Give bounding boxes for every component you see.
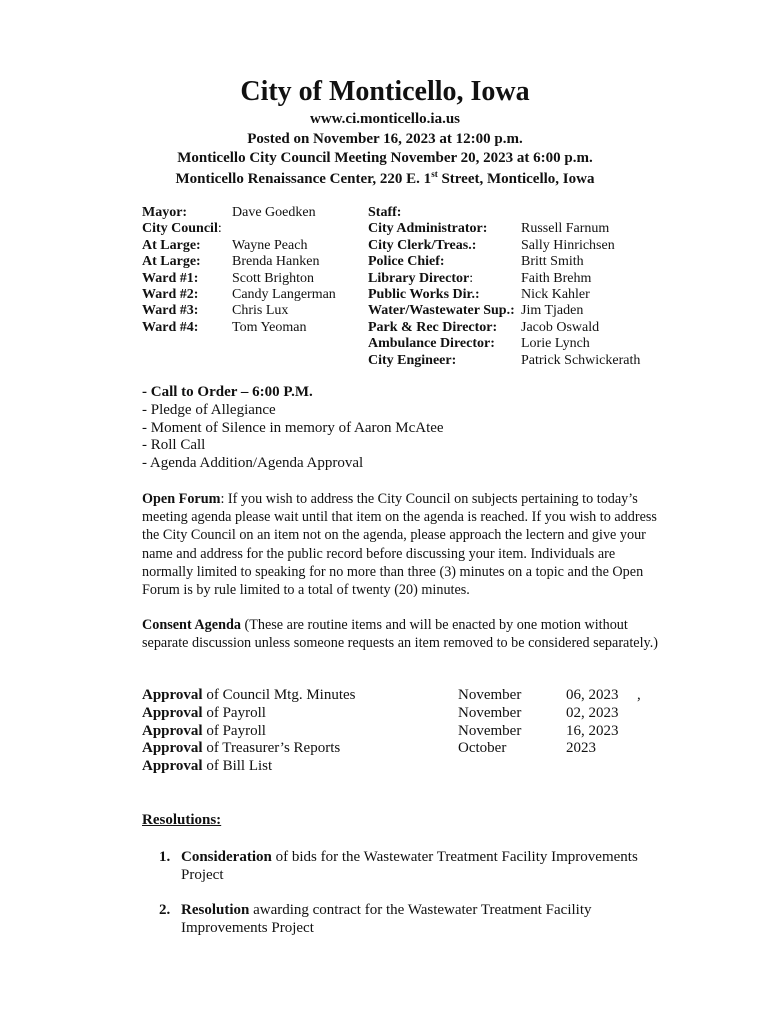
staff-name: Patrick Schwickerath — [521, 352, 641, 368]
member-role: Ward #1: — [142, 270, 199, 286]
staff-name: Jim Tjaden — [521, 303, 584, 319]
member-name: Wayne Peach — [232, 237, 308, 253]
staff-name: Faith Brehm — [521, 270, 592, 286]
staff-member — [368, 221, 610, 237]
resolution-bold: Consideration — [181, 849, 272, 865]
staff-role: Police Chief: — [368, 254, 445, 270]
council-label: City Council — [142, 221, 218, 237]
staff-name: Lorie Lynch — [521, 336, 590, 352]
member-role: At Large: — [142, 254, 201, 270]
consent-item-extra: , — [637, 687, 641, 703]
posted-notice: Posted on November 16, 2023 at 12:00 p.m. — [247, 131, 523, 147]
member-name: Candy Langerman — [232, 286, 336, 302]
mayor-label: Mayor: — [142, 205, 188, 220]
member-name: Scott Brighton — [232, 270, 315, 286]
consent-item-bold: Approval — [142, 704, 203, 721]
staff-member — [368, 270, 592, 287]
officials-list — [142, 205, 336, 336]
staff-role: Park & Rec Director: — [368, 319, 498, 335]
agenda-line: - Pledge of Allegiance — [142, 401, 276, 418]
consent-items — [142, 687, 662, 776]
council-member — [142, 303, 289, 319]
resolutions-heading: Resolutions: — [142, 812, 222, 828]
member-role: Ward #3: — [142, 303, 199, 319]
consent-item-bold: Approval — [142, 687, 203, 703]
staff-member — [368, 286, 590, 303]
staff-member — [368, 352, 641, 369]
staff-list — [368, 205, 641, 369]
staff-role: City Engineer: — [368, 352, 457, 368]
meeting-location — [0, 169, 770, 188]
consent-item-month: November — [458, 704, 522, 721]
consent-item-month: November — [458, 687, 522, 703]
member-role: Ward #2: — [142, 286, 199, 302]
consent-item — [142, 758, 662, 776]
resolution-line1: of bids for the Wastewater Treatment Facility Improvements — [271, 849, 638, 865]
council-member — [142, 286, 336, 303]
location-sup: st — [431, 169, 438, 179]
staff-member — [368, 319, 600, 336]
consent-item-date: 06, 2023 — [566, 687, 619, 703]
consent-agenda-label: Consent Agenda — [142, 617, 241, 633]
consent-item-date: 2023 — [566, 740, 596, 757]
agenda-line: - Roll Call — [142, 437, 206, 454]
staff-name: Sally Hinrichsen — [521, 237, 615, 253]
consent-item-text: of Council Mtg. Minutes — [202, 687, 356, 703]
open-forum-label: Open Forum — [142, 491, 221, 507]
opening-agenda — [142, 384, 444, 473]
consent-item-bold: Approval — [142, 722, 203, 739]
agenda-line: - Moment of Silence in memory of Aaron McAtee — [142, 419, 444, 436]
consent-agenda-text: (These are routine items and will be enacted by one motion without separate discussion unless someone requests an item removed to be considered separately.) — [142, 617, 658, 652]
location-pre: Monticello Renaissance Center, 220 E. 1 — [175, 171, 432, 187]
consent-item — [142, 723, 662, 741]
resolution-line2: Improvements Project — [181, 920, 314, 936]
member-role: At Large: — [142, 237, 201, 253]
consent-item-date: 02, 2023 — [566, 704, 619, 721]
staff-name: Nick Kahler — [521, 286, 590, 302]
open-forum-text: : If you wish to address the City Council on subjects pertaining to today’s meeting agenda please wait until that item on the agenda is reached. If you wish to address the City Council on an item not on the agenda, please approach the lectern and give your name and address for the public record before discussing your item. Individuals are normally limited to speaking for no more than three (3) minutes on a topic and the Open Forum is by rule limited to a total of twenty (20) minutes. — [142, 491, 657, 599]
consent-item-text: of Payroll — [202, 704, 266, 721]
council-member — [142, 319, 307, 336]
staff-name: Russell Farnum — [521, 221, 610, 237]
consent-item — [142, 740, 662, 758]
staff-role: Library Director — [368, 270, 470, 286]
resolution-line1: awarding contract for the Wastewater Treatment Facility — [249, 902, 592, 918]
consent-item-text: of Bill List — [202, 758, 273, 775]
staff-role: Water/Wastewater Sup.: — [368, 303, 515, 319]
resolution-item — [159, 901, 592, 937]
resolution-bold: Resolution — [181, 902, 250, 918]
staff-member — [368, 254, 584, 270]
consent-item — [142, 705, 662, 723]
consent-item-bold: Approval — [142, 740, 203, 757]
staff-role: Ambulance Director: — [368, 336, 495, 352]
resolution-number: 2. — [159, 902, 171, 918]
resolution-line2: Project — [181, 867, 224, 883]
consent-item-text: of Treasurer’s Reports — [202, 740, 341, 757]
council-colon: : — [217, 221, 222, 237]
consent-item-month: October — [458, 740, 507, 757]
mayor-name: Dave Goedken — [232, 205, 316, 220]
staff-name: Jacob Oswald — [521, 319, 600, 335]
staff-member — [368, 237, 615, 254]
staff-role: City Clerk/Treas.: — [368, 237, 477, 253]
council-member — [142, 237, 308, 254]
staff-label: Staff: — [368, 205, 402, 220]
consent-item-month: November — [458, 722, 522, 739]
staff-member — [368, 336, 590, 352]
call-to-order: - Call to Order – 6:00 P.M. — [142, 384, 313, 400]
meeting-datetime: Monticello City Council Meeting November 20, 2023 at 6:00 p.m. — [177, 150, 593, 166]
member-name: Brenda Hanken — [232, 254, 320, 270]
consent-item — [142, 687, 662, 705]
consent-item-date: 16, 2023 — [566, 722, 619, 739]
staff-member — [368, 303, 584, 319]
staff-role: City Administrator: — [368, 221, 488, 237]
open-forum-section — [142, 490, 662, 599]
consent-item-bold: Approval — [142, 758, 203, 775]
council-member — [142, 254, 320, 270]
website-url: www.ci.monticello.ia.us — [310, 111, 460, 127]
member-name: Tom Yeoman — [232, 319, 307, 335]
staff-name: Britt Smith — [521, 254, 584, 270]
resolution-item — [159, 848, 638, 884]
resolution-number: 1. — [159, 849, 171, 865]
page-title: City of Monticello, Iowa — [240, 76, 530, 107]
staff-role: Public Works Dir.: — [368, 286, 480, 302]
consent-item-text: of Payroll — [202, 722, 266, 739]
staff-colon: : — [469, 270, 474, 286]
member-role: Ward #4: — [142, 319, 199, 335]
location-post: Street, Monticello, Iowa — [437, 171, 595, 187]
consent-agenda-section — [142, 616, 662, 652]
council-member — [142, 270, 315, 287]
agenda-line: - Agenda Addition/Agenda Approval — [142, 455, 364, 472]
member-name: Chris Lux — [232, 303, 289, 319]
